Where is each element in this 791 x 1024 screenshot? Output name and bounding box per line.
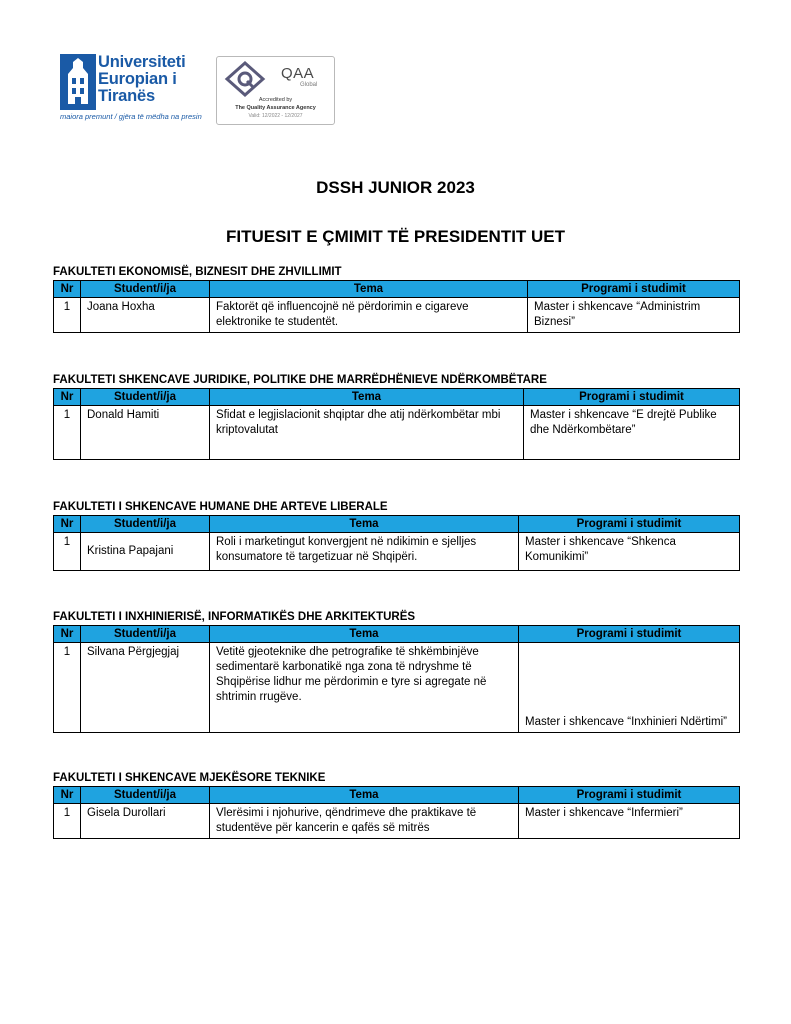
- header-nr: Nr: [54, 516, 81, 533]
- faculty-section: [53, 501, 739, 571]
- document-subtitle: FITUESIT E ÇMIMIT TË PRESIDENTIT UET: [225, 227, 566, 246]
- cell-student: Gisela Durollari: [81, 804, 210, 839]
- header-tema: Tema: [210, 281, 528, 298]
- cell-tema: Vetitë gjeoteknike dhe petrografike të shkëmbinjëve sedimentarë karbonatikë nga zona të ndryshme të Shqipërise lidhur me përdorimin e tyre si agregate në shtrimin rrugëve.: [210, 643, 519, 733]
- uet-name-line-2: Europian i: [98, 70, 177, 88]
- header-nr: Nr: [54, 281, 81, 298]
- cell-programi: Master i shkencave “Shkenca Komunikimi”: [519, 533, 740, 571]
- cell-tema: Roli i marketingut konvergjent në ndikimin e sjelljes konsumatore të targetizuar në Shqipëri.: [210, 533, 519, 571]
- table-row: [54, 804, 740, 839]
- faculty-section: [53, 374, 739, 460]
- uet-name-line-3: Tiranës: [98, 87, 155, 105]
- table-row: [54, 533, 740, 571]
- cell-programi: Master i shkencave “Inxhinieri Ndërtimi”: [519, 643, 740, 733]
- qaa-diamond-icon: [223, 61, 267, 97]
- table-row: [54, 643, 740, 733]
- table-header-row: [54, 516, 740, 533]
- cell-nr: 1: [54, 643, 81, 733]
- cell-nr: 1: [54, 406, 81, 460]
- qaa-accredited-by: Accredited by: [258, 97, 293, 103]
- faculty-section: [53, 266, 739, 333]
- cell-student: Kristina Papajani: [81, 533, 210, 571]
- faculty-heading: FAKULTETI SHKENCAVE JURIDIKE, POLITIKE DHE MARRËDHËNIEVE NDËRKOMBËTARE: [53, 374, 547, 386]
- header-student: Student/i/ja: [81, 787, 210, 804]
- faculty-section: [53, 611, 739, 733]
- qaa-logo: [216, 56, 335, 125]
- cell-programi: Master i shkencave “Administrim Biznesi”: [528, 298, 740, 333]
- uet-name: [98, 54, 185, 105]
- qaa-agency: The Quality Assurance Agency: [235, 105, 316, 111]
- header-programi: Programi i studimit: [519, 787, 740, 804]
- header-tema: Tema: [210, 516, 519, 533]
- header-programi: Programi i studimit: [519, 626, 740, 643]
- header-nr: Nr: [54, 787, 81, 804]
- qaa-global: Global: [300, 82, 318, 88]
- winners-table: [53, 625, 740, 733]
- cell-student: Joana Hoxha: [81, 298, 210, 333]
- header-programi: Programi i studimit: [519, 516, 740, 533]
- cell-student: Silvana Përgjegjaj: [81, 643, 210, 733]
- cell-nr: 1: [54, 298, 81, 333]
- header-nr: Nr: [54, 389, 81, 406]
- table-header-row: [54, 626, 740, 643]
- header-student: Student/i/ja: [81, 516, 210, 533]
- cell-tema: Sfidat e legjislacionit shqiptar dhe atij ndërkombëtar mbi kriptovalutat: [210, 406, 524, 460]
- qaa-validity: Valid: 12/2022 - 12/2027: [248, 113, 303, 119]
- qaa-name: QAA: [281, 65, 315, 82]
- cell-tema: Vlerësimi i njohurive, qëndrimeve dhe praktikave të studentëve për kancerin e qafës së mitrës: [210, 804, 519, 839]
- header-student: Student/i/ja: [81, 389, 210, 406]
- cell-nr: 1: [54, 804, 81, 839]
- header-programi: Programi i studimit: [528, 281, 740, 298]
- uet-tagline: maiora premunt / gjëra të mëdha na presin: [60, 112, 202, 121]
- header-tema: Tema: [210, 626, 519, 643]
- table-header-row: [54, 281, 740, 298]
- faculty-heading: FAKULTETI I SHKENCAVE HUMANE DHE ARTEVE LIBERALE: [53, 501, 388, 513]
- header-nr: Nr: [54, 626, 81, 643]
- winners-table: [53, 786, 740, 839]
- faculty-heading: FAKULTETI I INXHINIERISË, INFORMATIKËS DHE ARKITEKTURËS: [53, 611, 416, 623]
- header-tema: Tema: [210, 787, 519, 804]
- uet-name-line-1: Universiteti: [98, 53, 186, 71]
- table-header-row: [54, 787, 740, 804]
- header-programi: Programi i studimit: [524, 389, 740, 406]
- header-student: Student/i/ja: [81, 281, 210, 298]
- table-row: [54, 298, 740, 333]
- header-student: Student/i/ja: [81, 626, 210, 643]
- cell-programi: Master i shkencave “E drejtë Publike dhe Ndërkombëtare”: [524, 406, 740, 460]
- faculty-section: [53, 772, 739, 839]
- table-header-row: [54, 389, 740, 406]
- table-row: [54, 406, 740, 460]
- winners-table: [53, 388, 740, 460]
- document-title: DSSH JUNIOR 2023: [316, 178, 475, 197]
- cell-tema: Faktorët që influencojnë në përdorimin e cigareve elektronike te studentët.: [210, 298, 528, 333]
- faculty-heading: FAKULTETI I SHKENCAVE MJEKËSORE TEKNIKE: [53, 772, 326, 784]
- cell-programi: Master i shkencave “Infermieri”: [519, 804, 740, 839]
- winners-table: [53, 280, 740, 333]
- uet-building-icon: [60, 54, 96, 110]
- uet-logo: [60, 54, 202, 124]
- winners-table: [53, 515, 740, 571]
- cell-nr: 1: [54, 533, 81, 571]
- header-tema: Tema: [210, 389, 524, 406]
- faculty-heading: FAKULTETI EKONOMISË, BIZNESIT DHE ZHVILLIMIT: [53, 266, 342, 278]
- cell-student: Donald Hamiti: [81, 406, 210, 460]
